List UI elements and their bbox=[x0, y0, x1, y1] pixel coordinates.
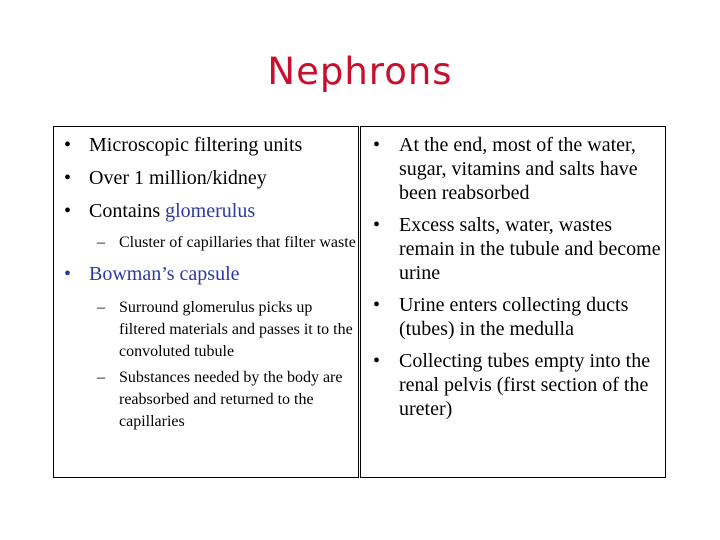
sub-list-item bbox=[54, 297, 360, 363]
sub-list-item-text: Substances needed by the body are reabsorbed and returned to the capillaries bbox=[119, 369, 343, 430]
dash-icon: – bbox=[97, 299, 105, 316]
left-text-box bbox=[53, 126, 359, 478]
bullet-icon: • bbox=[373, 350, 381, 372]
bowmans-capsule-highlight: Bowman’s capsule bbox=[89, 263, 240, 285]
list-item-text: Microscopic filtering units bbox=[89, 134, 303, 156]
list-item bbox=[361, 133, 667, 205]
sub-list-item-text: Cluster of capillaries that filter waste bbox=[119, 234, 356, 251]
bullet-icon: • bbox=[64, 200, 72, 222]
list-item bbox=[54, 199, 360, 224]
bullet-icon: • bbox=[373, 294, 381, 316]
sub-list-item bbox=[54, 367, 360, 433]
sub-list-item bbox=[54, 232, 360, 254]
list-item bbox=[54, 133, 360, 158]
slide-title: Nephrons bbox=[267, 50, 453, 93]
left-bullet-list bbox=[54, 133, 360, 433]
list-item-text: Over 1 million/kidney bbox=[89, 167, 267, 189]
list-item bbox=[361, 293, 667, 341]
list-item bbox=[361, 349, 667, 421]
sub-list-item-text: Surround glomerulus picks up filtered materials and passes it to the convoluted tubule bbox=[119, 299, 353, 360]
right-text-box bbox=[360, 126, 666, 478]
list-item-text: At the end, most of the water, sugar, vitamins and salts have been reabsorbed bbox=[399, 134, 638, 204]
dash-icon: – bbox=[97, 234, 105, 251]
bullet-icon: • bbox=[373, 214, 381, 236]
list-item-text: Urine enters collecting ducts (tubes) in the medulla bbox=[399, 294, 629, 340]
glomerulus-highlight: glomerulus bbox=[165, 200, 256, 222]
bullet-icon: • bbox=[373, 134, 381, 156]
list-item bbox=[361, 213, 667, 285]
right-bullet-list bbox=[361, 133, 667, 421]
bullet-icon: • bbox=[64, 263, 72, 285]
list-item bbox=[54, 166, 360, 191]
bullet-icon: • bbox=[64, 134, 72, 156]
list-item-text: Collecting tubes empty into the renal pelvis (first section of the ureter) bbox=[399, 350, 651, 420]
list-item-text: Contains bbox=[89, 200, 166, 222]
bullet-icon: • bbox=[64, 167, 72, 189]
list-item-text: Excess salts, water, wastes remain in the tubule and become urine bbox=[399, 214, 661, 284]
list-item bbox=[54, 262, 360, 287]
dash-icon: – bbox=[97, 369, 105, 386]
